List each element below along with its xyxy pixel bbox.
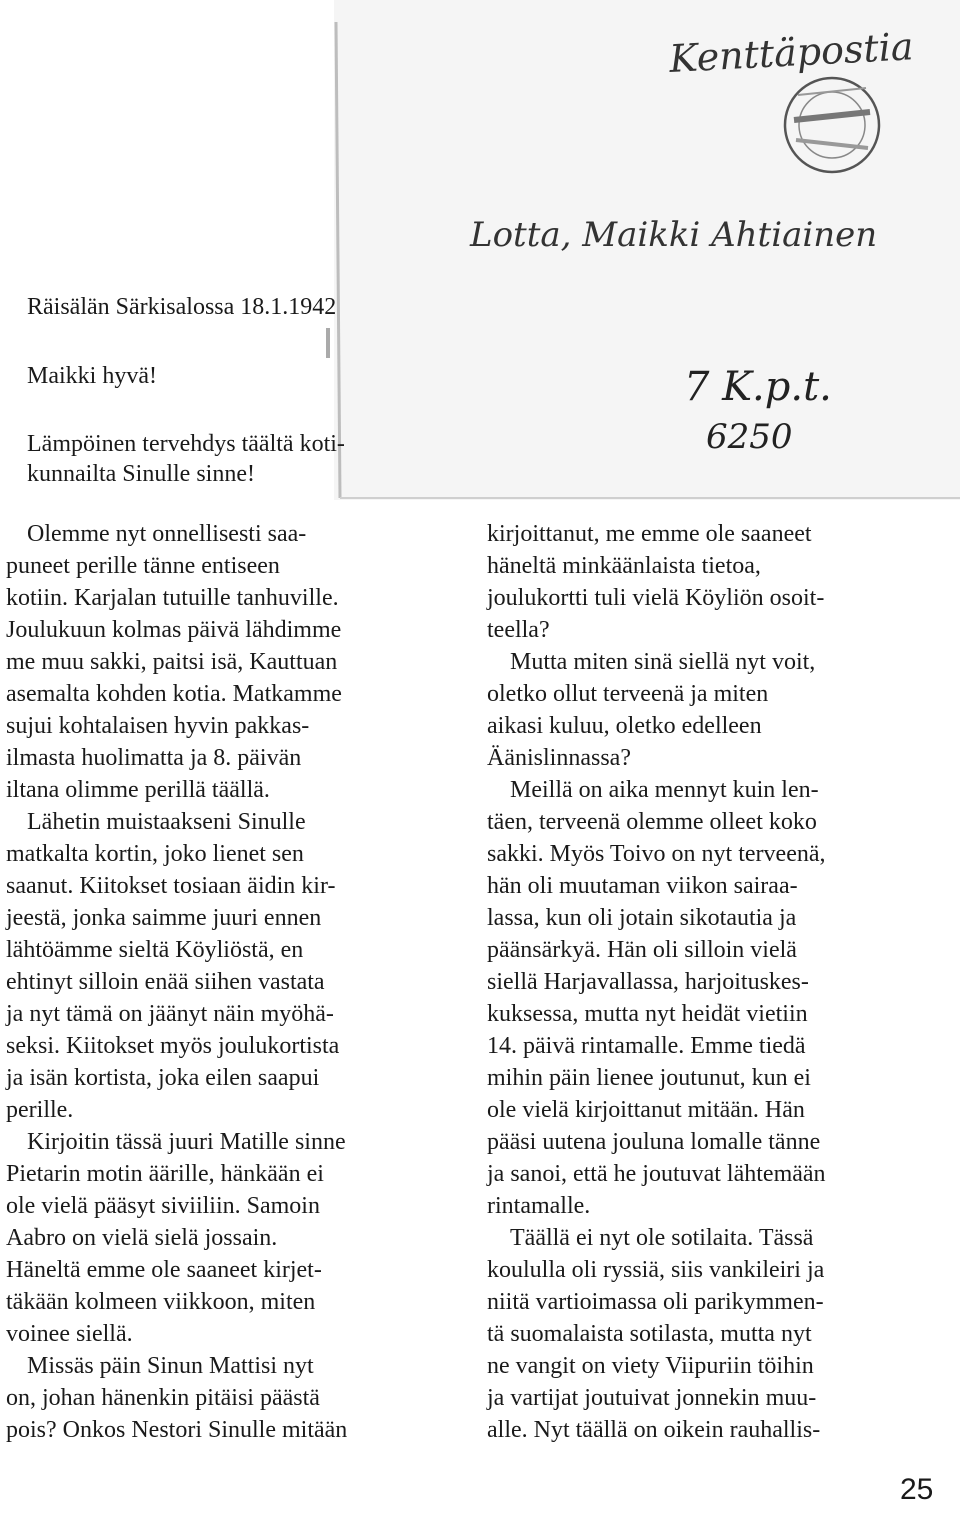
page-number: 25 [900,1473,934,1506]
body-line: Aabro on vielä sielä jossain. [6,1225,278,1251]
body-line: Olemme nyt onnellisesti saa- [27,521,307,547]
body-line: rintamalle. [487,1193,591,1219]
body-line: Mutta miten sinä siellä nyt voit, [510,649,816,675]
body-line: joulukortti tuli vielä Köyliön osoit- [487,585,825,611]
body-line: ja isän kortista, joka eilen saapui [6,1065,320,1091]
body-line: mihin päin lienee joutunut, kun ei [487,1065,811,1091]
body-line: lassa, kun oli jotain sikotautia ja [487,905,797,931]
body-line: Häneltä emme ole saaneet kirjet- [6,1257,322,1283]
body-line: ja sanoi, että he joutuvat lähtemään [487,1161,826,1187]
body-line: saanut. Kiitokset tosiaan äidin kir- [6,873,336,899]
body-line: aikasi kuluu, oletko edelleen [487,713,762,739]
body-line: teella? [487,617,550,643]
body-line: lähtöämme sieltä Köyliöstä, en [6,937,304,963]
body-line: niitä vartioimassa oli parikymmen- [487,1289,824,1315]
body-line: asemalta kohden kotia. Matkamme [6,681,342,707]
body-line: ehtinyt silloin enää siihen vastata [6,969,325,995]
body-line: voinee siellä. [6,1321,133,1347]
body-line: sakki. Myös Toivo on nyt terveenä, [487,841,826,867]
body-line: ilmasta huolimatta ja 8. päivän [6,745,302,771]
body-line: oletko ollut terveenä ja miten [487,681,769,707]
body-line: Missäs päin Sinun Mattisi nyt [27,1353,314,1379]
body-line: Pietarin motin äärille, hänkään ei [6,1161,324,1187]
envelope-photo [320,0,960,505]
body-line: ole vielä kirjoittanut mitään. Hän [487,1097,805,1123]
letter-place-date: Räisälän Särkisalossa 18.1.1942 [27,294,337,320]
body-line: kuksessa, mutta nyt heidät vietiin [487,1001,808,1027]
body-line: tä suomalaista sotilasta, mutta nyt [487,1321,812,1347]
body-line: seksi. Kiitokset myös joulukortista [6,1033,340,1059]
body-line: alle. Nyt täällä on oikein rauhallis- [487,1417,821,1443]
body-line: kirjoittanut, me emme ole saaneet [487,521,812,547]
body-line: ne vangit on viety Viipuriin töihin [487,1353,814,1379]
body-line: Äänislinnassa? [487,745,631,771]
body-line: Meillä on aika mennyt kuin len- [510,777,819,803]
body-line: jeestä, jonka saimme juuri ennen [6,905,322,931]
envelope-header-handwriting: Kenttäpostia [668,24,915,81]
body-line: täkään kolmeen viikkoon, miten [6,1289,316,1315]
body-line: Kirjoitin tässä juuri Matille sinne [27,1129,346,1155]
body-line: Lähetin muistaakseni Sinulle [27,809,306,835]
body-line: perille. [6,1097,74,1123]
body-line: pääsi uutena jouluna lomalle tänne [487,1129,821,1155]
body-line: 14. päivä rintamalle. Emme tiedä [487,1033,806,1059]
body-line: Joulukuun kolmas päivä lähdimme [6,617,342,643]
body-line: päänsärkyä. Hän oli silloin vielä [487,937,797,963]
body-line: hän oli muutaman viikon sairaa- [487,873,798,899]
body-line: me muu sakki, paitsi isä, Kauttuan [6,649,338,675]
body-line: ole vielä pääsyt siviiliin. Samoin [6,1193,320,1219]
letter-intro-line: Lämpöinen tervehdys täältä koti- [27,431,345,457]
body-line: ja nyt tämä on jäänyt näin myöhä- [6,1001,334,1027]
envelope-address-line1: 7 K.p.t. [684,364,832,410]
body-line: pois? Onkos Nestori Sinulle mitään [6,1417,348,1443]
body-line: Täällä ei nyt ole sotilaita. Tässä [510,1225,814,1251]
body-line: ja vartijat joutuivat jonnekin muu- [487,1385,817,1411]
body-line: täen, terveenä olemme olleet koko [487,809,817,835]
body-line: iltana olimme perillä täällä. [6,777,270,803]
letter-greeting: Maikki hyvä! [27,363,157,389]
body-line: sujui kohtalaisen hyvin pakkas- [6,713,310,739]
body-line: on, johan hänenkin pitäisi päästä [6,1385,320,1411]
body-line: koululla oli ryssiä, siis vankileiri ja [487,1257,825,1283]
envelope-recipient-handwriting: Lotta, Maikki Ahtiainen [470,215,878,255]
body-line: matkalta kortin, joko lienet sen [6,841,304,867]
envelope-address-line2: 6250 [706,417,793,457]
letter-intro-line: kunnailta Sinulle sinne! [27,461,255,487]
body-line: siellä Harjavallassa, harjoituskes- [487,969,809,995]
body-line: puneet perille tänne entiseen [6,553,280,579]
body-line: häneltä minkäänlaista tietoa, [487,553,761,579]
body-line: kotiin. Karjalan tutuille tanhuville. [6,585,339,611]
